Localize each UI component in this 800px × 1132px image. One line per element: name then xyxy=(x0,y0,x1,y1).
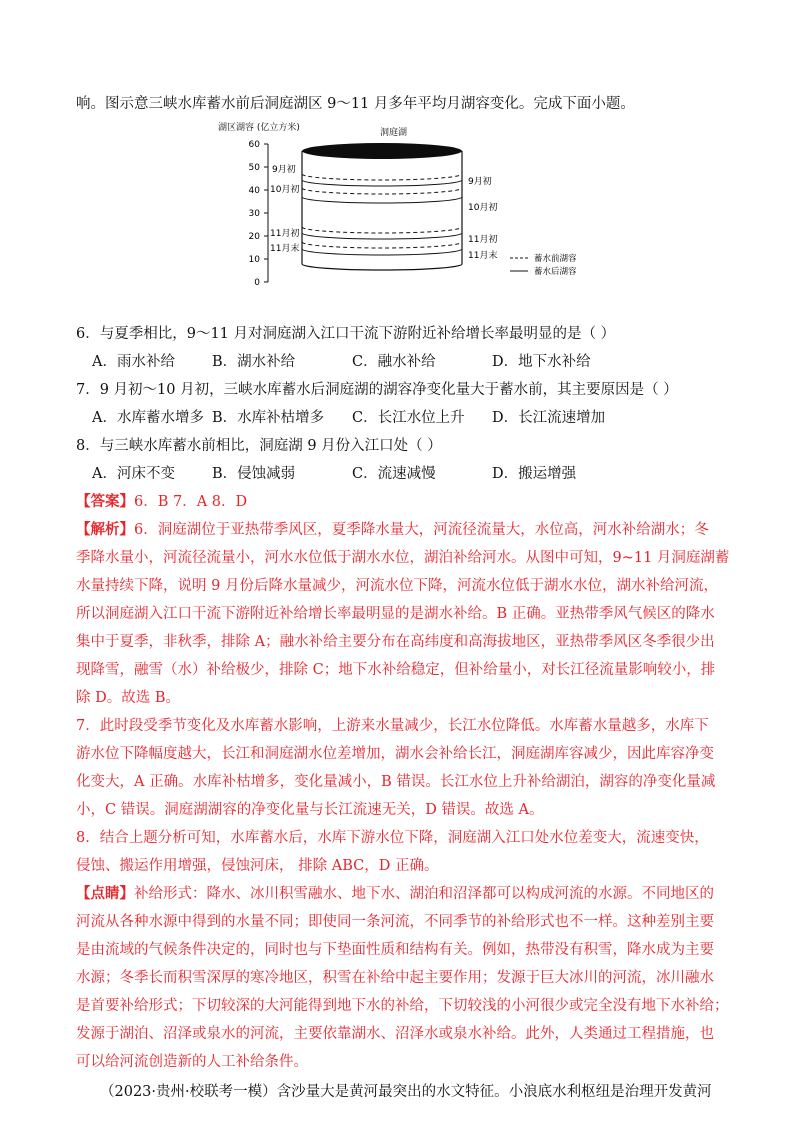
left-label-sep-start: 9月初 xyxy=(272,165,296,175)
left-label-oct-start: 10月初 xyxy=(270,185,300,195)
legend-after-label: 蓄水后湖容 xyxy=(534,267,577,277)
y-axis-title: 湖区湖容 (亿立方米) xyxy=(218,123,300,133)
analysis-line: 水量持续下降，说明 9 月份后降水量减少，河流水位下降，河流水位低于湖水水位，湖水补给河流， xyxy=(76,578,718,594)
left-label-nov-start: 11月初 xyxy=(270,229,300,239)
left-label-nov-end: 11月末 xyxy=(270,244,300,254)
question-6-option-b: B．湖水补给 xyxy=(212,354,296,370)
analysis-line: 7．此时段受季节变化及水库蓄水影响，上游来水量减少，长江水位降低。水库蓄水量越多，水库下 xyxy=(76,718,709,734)
right-label-nov-start: 11月初 xyxy=(468,235,498,245)
tip-line xyxy=(76,884,736,904)
question-6-option-d: D．地下水补给 xyxy=(492,354,591,370)
figure-legend xyxy=(510,253,577,277)
right-label-oct-start: 10月初 xyxy=(468,203,498,213)
question-7-option-d: D．长江流速增加 xyxy=(492,410,606,426)
right-label-sep-start: 9月初 xyxy=(468,177,492,187)
next-question-intro: （2023·贵州·校联考一模）含沙量大是黄河最突出的水文特征。小浪底水利枢纽是治理开发黄河 xyxy=(100,1084,712,1100)
tip-line: 水源；冬季长而积雪深厚的寒冷地区，积雪在补给中起主要作用；发源于巨大冰川的河流，冰川融水 xyxy=(76,970,714,986)
lake-surface-top xyxy=(302,143,462,159)
tip-line: 是由流域的气候条件决定的，同时也与下垫面性质和结构有关。例如，热带没有积雪，降水成为主要 xyxy=(76,942,714,958)
analysis-line: 化变大，A 正确。水库补枯增多，变化量减小，B 错误。长江水位上升补给湖泊，湖容的净变化量减 xyxy=(76,774,716,790)
after-storage-levels xyxy=(302,180,462,255)
y-tick-label: 30 xyxy=(248,209,260,219)
analysis-line xyxy=(76,520,736,540)
analysis-line: 除 D。故选 B。 xyxy=(76,690,180,706)
tip-line: 可以给河流创造新的人工补给条件。 xyxy=(76,1054,308,1070)
tip-tag: 【点睛】 xyxy=(76,885,134,902)
lake-capacity-diagram xyxy=(210,118,600,290)
analysis-line: 集中于夏季，非秋季，排除 A；融水补给主要分布在高纬度和高海拔地区，亚热带季风区冬季很少出 xyxy=(76,634,715,650)
y-tick-label: 10 xyxy=(248,255,260,265)
y-tick-label: 50 xyxy=(248,163,260,173)
y-tick-label: 60 xyxy=(248,140,260,150)
question-7-stem: 7．9 月初～10 月初，三峡水库蓄水后洞庭湖的湖容净变化量大于蓄水前，其主要原因是（ ） xyxy=(76,382,678,398)
question-8-option-a: A．河床不变 xyxy=(92,466,175,482)
tip-text: 补给形式：降水、冰川积雪融水、地下水、湖泊和沼泽都可以构成河流的水源。不同地区的 xyxy=(134,886,714,902)
question-7-option-a: A．水库蓄水增多 xyxy=(92,410,204,426)
answer-line xyxy=(76,492,736,512)
y-tick-label: 0 xyxy=(254,278,260,288)
analysis-line: 8．结合上题分析可知，水库蓄水后，水库下游水位下降，洞庭湖入江口处水位差变大，流速变快， xyxy=(76,830,709,846)
lake-cylinder xyxy=(302,143,462,270)
tip-line: 河流从各种水源中得到的水量不同；即使同一条河流，不同季节的补给形式也不一样。这种差别主要 xyxy=(76,914,714,930)
y-tick-label: 40 xyxy=(248,186,260,196)
analysis-line: 季降水量小，河流径流量小，河水水位低于湖水水位，湖泊补给河水。从图中可知，9~11 月洞庭湖蓄 xyxy=(76,550,730,566)
question-6-stem: 6．与夏季相比，9～11 月对洞庭湖入江口干流下游附近补给增长率最明显的是（ ） xyxy=(76,326,616,342)
question-8-stem: 8．与三峡水库蓄水前相比，洞庭湖 9 月份入江口处（ ） xyxy=(76,438,442,454)
analysis-line: 侵蚀、搬运作用增强，侵蚀河床， 排除 ABC，D 正确。 xyxy=(76,858,439,874)
tip-line: 发源于湖泊、沼泽或泉水的河流，主要依靠湖水、沼泽水或泉水补给。此外，人类通过工程措施，也 xyxy=(76,1026,714,1042)
tip-line: 是首要补给形式；下切较深的大河能得到地下水的补给，下切较浅的小河很少或完全没有地下水补给； xyxy=(76,998,729,1014)
question-8-option-c: C．流速减慢 xyxy=(352,466,436,482)
figure-title: 洞庭湖 xyxy=(380,128,408,138)
question-8-option-d: D．搬运增强 xyxy=(492,466,577,482)
analysis-tag: 【解析】 xyxy=(76,521,134,538)
question-7-option-b: B．水库补枯增多 xyxy=(212,410,325,426)
intro-line: 响。图示意三峡水库蓄水前后洞庭湖区 9～11 月多年平均月湖容变化。完成下面小题。 xyxy=(76,96,635,112)
analysis-text: 6．洞庭湖位于亚热带季风区，夏季降水量大，河流径流量大，水位高，河水补给湖水；冬 xyxy=(134,522,709,538)
lake-capacity-figure xyxy=(210,118,600,290)
y-tick-label: 20 xyxy=(248,232,260,242)
question-6-option-a: A．雨水补给 xyxy=(92,354,175,370)
analysis-line: 现降雪，融雪（水）补给极少，排除 C；地下水补给稳定，但补给量小，对长江径流量影响较小，排 xyxy=(76,662,716,678)
analysis-line: 小，C 错误。洞庭湖湖容的净变化量与长江流速无关，D 错误。故选 A。 xyxy=(76,802,544,818)
y-axis-ticks xyxy=(264,144,268,282)
question-7-option-c: C．长江水位上升 xyxy=(352,410,465,426)
legend-before-label: 蓄水前湖容 xyxy=(534,254,577,264)
answer-tag: 【答案】 xyxy=(76,493,134,510)
question-8-option-b: B．侵蚀减弱 xyxy=(212,466,296,482)
analysis-line: 所以洞庭湖入江口干流下游附近补给增长率最明显的是湖水补给。B 正确。亚热带季风气候区的降水 xyxy=(76,606,715,622)
question-6-option-c: C．融水补给 xyxy=(352,354,436,370)
right-label-nov-end: 11月末 xyxy=(468,251,498,261)
answer-text: 6．B 7．A 8．D xyxy=(134,494,248,510)
analysis-line: 游水位下降幅度越大，长江和洞庭湖水位差增加，湖水会补给长江，洞庭湖库容减少，因此库容净变 xyxy=(76,746,714,762)
